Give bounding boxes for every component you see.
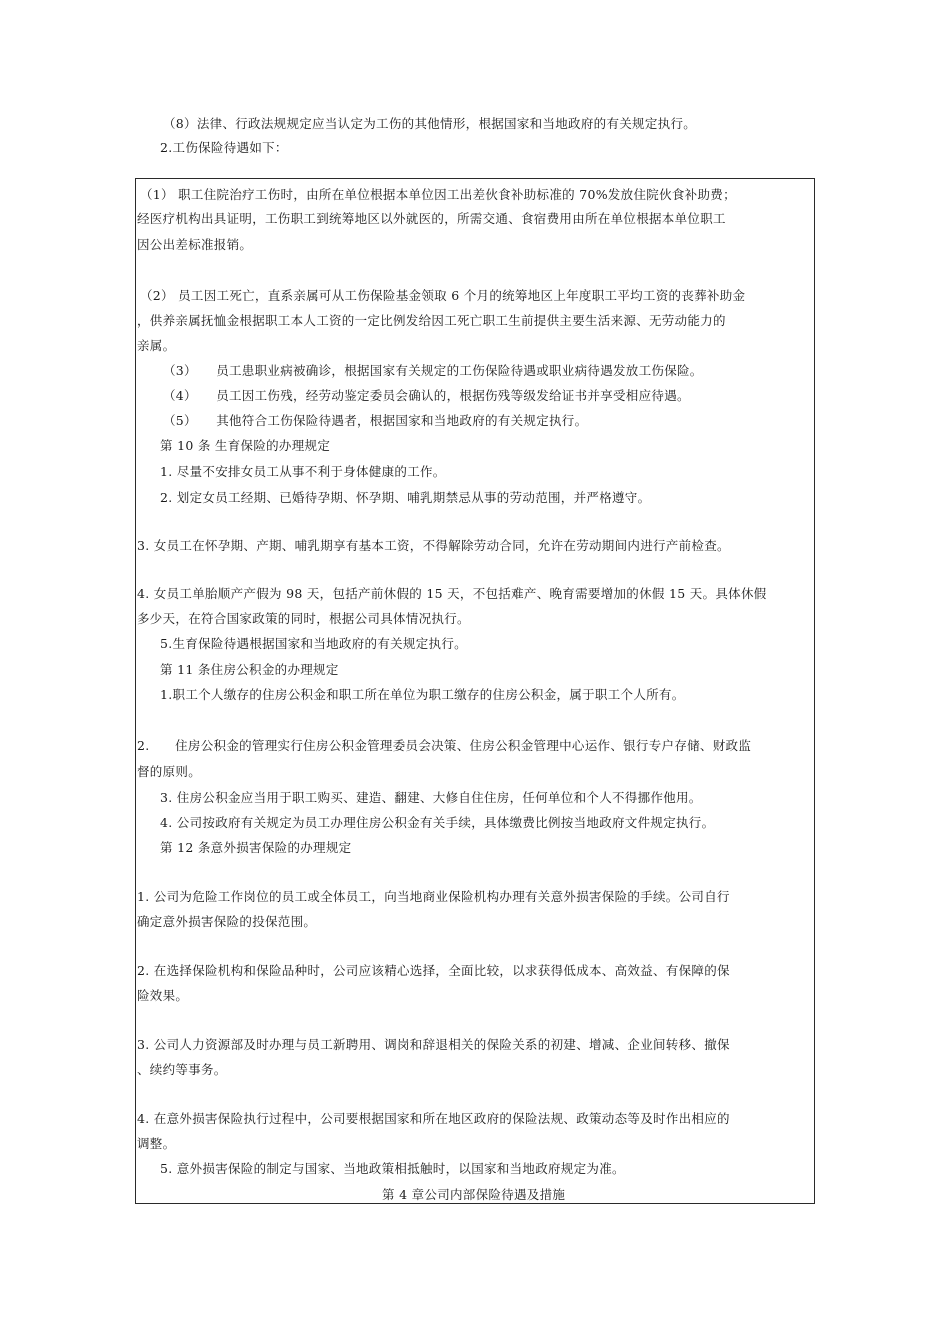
item-1-line-1: （1） 职工住院治疗工伤时，由所在单位根据本单位因工出差伙食补助标准的 70%发放住院伙食补助费；: [140, 187, 736, 202]
chapter-4-heading: 第 4 章公司内部保险待遇及措施: [382, 1187, 566, 1202]
item-3: （3） 员工患职业病被确诊，根据国家有关规定的工伤保险待遇或职业病待遇发放工伤保险。: [163, 363, 703, 378]
article-10-item-5: 5.生育保险待遇根据国家和当地政府的有关规定执行。: [160, 636, 467, 651]
article-12-item-2-line-2: 险效果。: [137, 988, 189, 1003]
article-11-item-2-line-2: 督的原则。: [137, 764, 202, 779]
article-10-item-1: 1. 尽量不安排女员工从事不利于身体健康的工作。: [160, 464, 446, 479]
item-2-line-3: 亲属。: [137, 338, 176, 353]
article-10-heading: 第 10 条 生育保险的办理规定: [160, 438, 331, 453]
item-5: （5） 其他符合工伤保险待遇者，根据国家和当地政府的有关规定执行。: [163, 413, 588, 428]
article-12-item-4-line-1: 4. 在意外损害保险执行过程中，公司要根据国家和所在地区政府的保险法规、政策动态等及时作出相应的: [137, 1111, 730, 1126]
item-2-line-2: ，供养亲属抚恤金根据职工本人工资的一定比例发给因工死亡职工生前提供主要生活来源、无劳动能力的: [137, 313, 726, 328]
item-1-line-3: 因公出差标准报销。: [137, 237, 253, 252]
article-12-item-3-line-2: 、续约等事务。: [137, 1062, 227, 1077]
article-12-item-1-line-1: 1. 公司为危险工作岗位的员工或全体员工，向当地商业保险机构办理有关意外损害保险的手续。公司自行: [137, 889, 730, 904]
article-10-item-4-line-1: 4. 女员工单胎顺产产假为 98 天，包括产前休假的 15 天，不包括难产、晚育需要增加的休假 15 天。具体休假: [137, 586, 767, 601]
article-11-item-3: 3. 住房公积金应当用于职工购买、建造、翻建、大修自住住房，任何单位和个人不得挪作他用。: [160, 790, 702, 805]
article-12-item-3-line-1: 3. 公司人力资源部及时办理与员工新聘用、调岗和辞退相关的保险关系的初建、增减、企业间转移、撤保: [137, 1037, 730, 1052]
article-12-item-1-line-2: 确定意外损害保险的投保范围。: [137, 914, 317, 929]
item-1-line-2: 经医疗机构出具证明，工伤职工到统筹地区以外就医的，所需交通、食宿费用由所在单位根据本单位职工: [137, 211, 726, 226]
article-12-item-2-line-1: 2. 在选择保险机构和保险品种时，公司应该精心选择，全面比较，以求获得低成本、高效益、有保障的保: [137, 963, 730, 978]
article-10-item-2: 2. 划定女员工经期、已婚待孕期、怀孕期、哺乳期禁忌从事的劳动范围，并严格遵守。: [160, 490, 651, 505]
article-11-heading: 第 11 条住房公积金的办理规定: [160, 662, 339, 677]
item-2-line-1: （2） 员工因工死亡，直系亲属可从工伤保险基金领取 6 个月的统筹地区上年度职工平均工资的丧葬补助金: [140, 288, 746, 303]
article-11-item-1: 1.职工个人缴存的住房公积金和职工所在单位为职工缴存的住房公积金，属于职工个人所有。: [160, 687, 685, 702]
article-12-heading: 第 12 条意外损害保险的办理规定: [160, 840, 352, 855]
article-12-item-4-line-2: 调整。: [137, 1136, 176, 1151]
article-11-item-4: 4. 公司按政府有关规定为员工办理住房公积金有关手续，具体缴费比例按当地政府文件规定执行。: [160, 815, 715, 830]
article-10-item-3: 3. 女员工在怀孕期、产期、哺乳期享有基本工资，不得解除劳动合同，允许在劳动期间内进行产前检查。: [137, 538, 730, 553]
item-4: （4） 员工因工伤残，经劳动鉴定委员会确认的，根据伤残等级发给证书并享受相应待遇。: [163, 388, 690, 403]
article-11-item-2-line-1: 2. 住房公积金的管理实行住房公积金管理委员会决策、住房公积金管理中心运作、银行专户存储、财政监: [137, 738, 752, 753]
article-10-item-4-line-2: 多少天，在符合国家政策的同时，根据公司具体情况执行。: [137, 611, 470, 626]
article-12-item-5: 5. 意外损害保险的制定与国家、当地政策相抵触时，以国家和当地政府规定为准。: [160, 1161, 625, 1176]
pre-text-2: 2.工伤保险待遇如下：: [160, 140, 288, 155]
pre-text-1: （8）法律、行政法规规定应当认定为工伤的其他情形，根据国家和当地政府的有关规定执行。: [163, 116, 697, 131]
